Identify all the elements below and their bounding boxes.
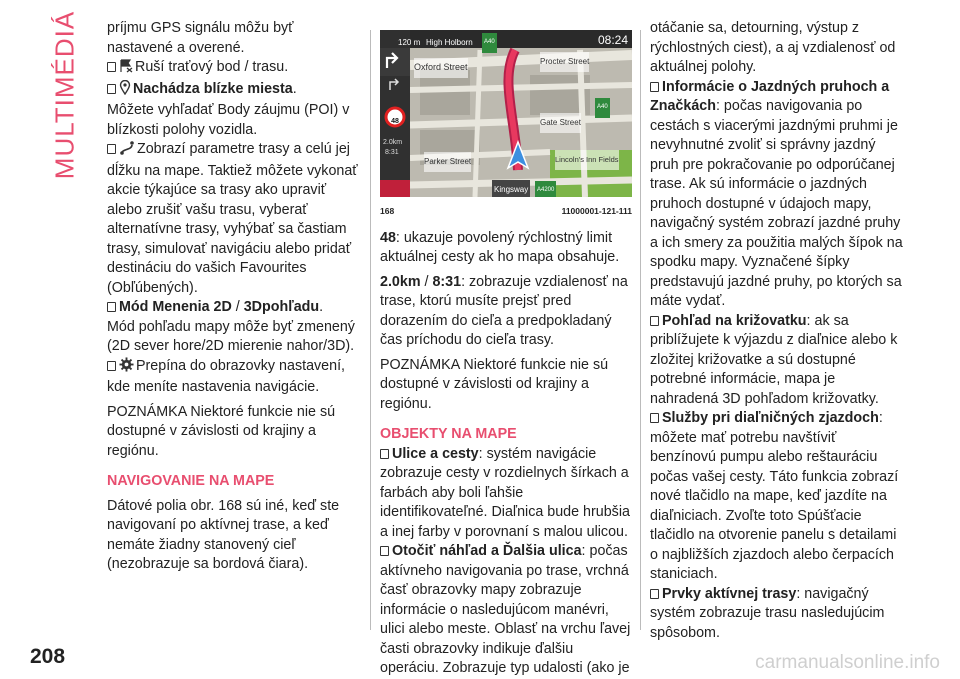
cancel-route-item: Ruší traťový bod / trasu. [107, 58, 362, 80]
eta-label: 8:31 [385, 149, 399, 156]
speed-limit-desc: 48: ukazuje povolený rýchlostný limit aktuálnej cesty ak ho mapa obsahuje. [380, 229, 620, 265]
street-name: Oxford Street [414, 58, 468, 78]
junction-view-item: Pohľad na križovatku: ak sa priblížujete k výjazdu z diaľnice alebo k zložitej križovatke a sú dostupné potrebné informácie, mapa je nahradená 3D pohľadom križovatky. [650, 312, 898, 407]
checkbox-icon [650, 589, 659, 599]
checkbox-icon [380, 449, 389, 459]
page-number: 208 [30, 645, 66, 668]
distance-eta-desc: 2.0km / 8:31: zobrazuje vzdialenosť na trase, ktorú musíte prejsť pred dorazením do cieľa a predpokladaný čas príchodu do cieľa trasy. [380, 273, 628, 348]
checkbox-icon [380, 546, 389, 556]
navigation-screen-figure [380, 30, 632, 197]
figure-number: 168 [380, 206, 395, 216]
speed-limit-sign: 48 [391, 118, 399, 125]
paragraph: Môžete vyhľadať Body záujmu (POI) v blízkosti polohy vozidla. [107, 102, 350, 138]
street-name: Lincoln's Inn Fields [555, 150, 619, 170]
section-heading: NAVIGOVANIE NA MAPE [107, 473, 275, 489]
streets-item: Ulice a cesty: systém navigácie zobrazuje cesty v rozdielnych šírkach a farbách aby boli ľahšie identifikovateľné. Diaľnica bude hrubšia a inej farby v porovnaní s malou ulicou. [380, 445, 630, 540]
checkbox-icon [107, 84, 116, 94]
figure-caption [380, 202, 632, 222]
active-route-item: Prvky aktívnej trasy: navigačný systém zobrazuje trasu nasledujúcim spôsobom. [650, 585, 885, 641]
route-params-item: Zobrazí parametre trasy a celú jej dĺžku na mape. Taktiež môžete vykonať akcie týkajúce sa trasy ako upraviť alebo zrušiť vašu trasu, vyberať alternatívne trasy, vyhýbať sa častiam trasy, simulovať navigáciu alebo pridať destináciu do vašich Favourites (Obľúbených). [107, 141, 358, 296]
figure-code: 11000001-121-111 [561, 206, 632, 216]
street-name: Kingsway [492, 180, 530, 197]
note: POZNÁMKA Niektoré funkcie nie sú dostupné v závislosti od krajiny a regiónu. [107, 403, 336, 459]
street-label: High Holborn [426, 38, 473, 47]
checkbox-icon [107, 361, 116, 371]
road-tag: A40 [482, 33, 497, 53]
flag-cancel-icon [119, 59, 133, 80]
checkbox-icon [650, 82, 659, 92]
highway-services-item: Služby pri diaľničných zjazdoch: môžete mať potrebu navštíviť benzínovú pumpu alebo reštauráciu počas vašej cesty. Táto funkcia zobrazí nové tlačidlo na mape, keď jazdíte na diaľniciach. Zvoľte toto Spúšťacie tlačidlo na otvorenie panelu s detailami o najbližších zjazdoch alebo čerpacích staniciach. [650, 410, 899, 582]
gear-icon [119, 357, 134, 379]
section-heading: OBJEKTY NA MAPE [380, 426, 517, 442]
street-name: Gate Street [540, 113, 581, 133]
distance-label: 120 m [398, 38, 421, 47]
nearby-places-item: Nachádza blízke miesta. [107, 80, 362, 102]
route-icon [119, 140, 135, 162]
section-title-text: MULTIMÉDIÁ [49, 10, 80, 180]
section-side-title [49, 10, 80, 180]
paragraph: otáčanie sa, detourning, výstup z rýchlostných ciest), a aj vzdialenosť od aktuálnej polohy. [650, 20, 896, 75]
checkbox-icon [650, 316, 659, 326]
street-name: Parker Street [424, 152, 471, 172]
column-divider [640, 30, 641, 630]
note: POZNÁMKA Niektoré funkcie nie sú dostupné v závislosti od krajiny a regiónu. [380, 356, 609, 412]
clock-label: 08:24 [597, 33, 628, 47]
remaining-distance: 2.0km [383, 139, 403, 146]
text-column-1 [107, 19, 362, 575]
column-divider [370, 30, 371, 630]
text-column-2 [380, 19, 632, 679]
paragraph: Dátové polia obr. 168 sú iné, keď ste navigovaní po aktívnej trase, a keď nemáte žiadny stanovený cieľ (nezobrazuje sa bordová čiara). [107, 497, 340, 572]
next-street-item: Otočiť náhľad a Ďalšia ulica: počas aktívneho navigovania po trase, vrchná časť obrazovky mapy zobrazuje informácie o nasledujúcom manévri, ulici alebo meste. Oblasť na vrchu ľavej časti obrazovky indikuje ďalšiu operáciu. Zobrazuje typ udalosti (ako je [380, 543, 631, 676]
road-tag: A4200 [535, 181, 556, 197]
checkbox-icon [107, 62, 116, 72]
checkbox-icon [650, 413, 659, 423]
paragraph: príjmu GPS signálu môžu byť nastavené a overené. [107, 20, 294, 56]
watermark: carmanualsonline.info [755, 652, 940, 673]
checkbox-icon [107, 144, 116, 154]
road-tag: A40 [595, 98, 610, 118]
view-mode-item: Mód Menenia 2D / 3Dpohľadu. [107, 298, 362, 318]
settings-item: Prepína do obrazovky nastavení, kde meníte nastavenia navigácie. [107, 357, 346, 395]
text-column-3 [650, 19, 905, 643]
street-name: Procter Street [540, 52, 589, 72]
checkbox-icon [107, 302, 116, 312]
paragraph: Mód pohľadu mapy môže byť zmenený (2D sever hore/2D mierenie nahor/3D). [107, 318, 355, 354]
lane-info-item: Informácie o Jazdných pruhoch a Značkách: počas navigovania po cestách s viacerými jazdnými pruhmi je nevyhnutné zvoliť si správny jazdný pruh pre pokračovanie po odporúčanej trase. Ak sú informácie o jazdných pruhoch dostupné v údajoch mapy, navigačný systém zobrazí jazdné pruhy a ich smery za použitia malých šípok na spodku mapy. Vyznačené šípky predstavujú jazdné pruhy, po ktorých sa máte vydať. [650, 78, 903, 309]
pin-icon [119, 80, 131, 102]
